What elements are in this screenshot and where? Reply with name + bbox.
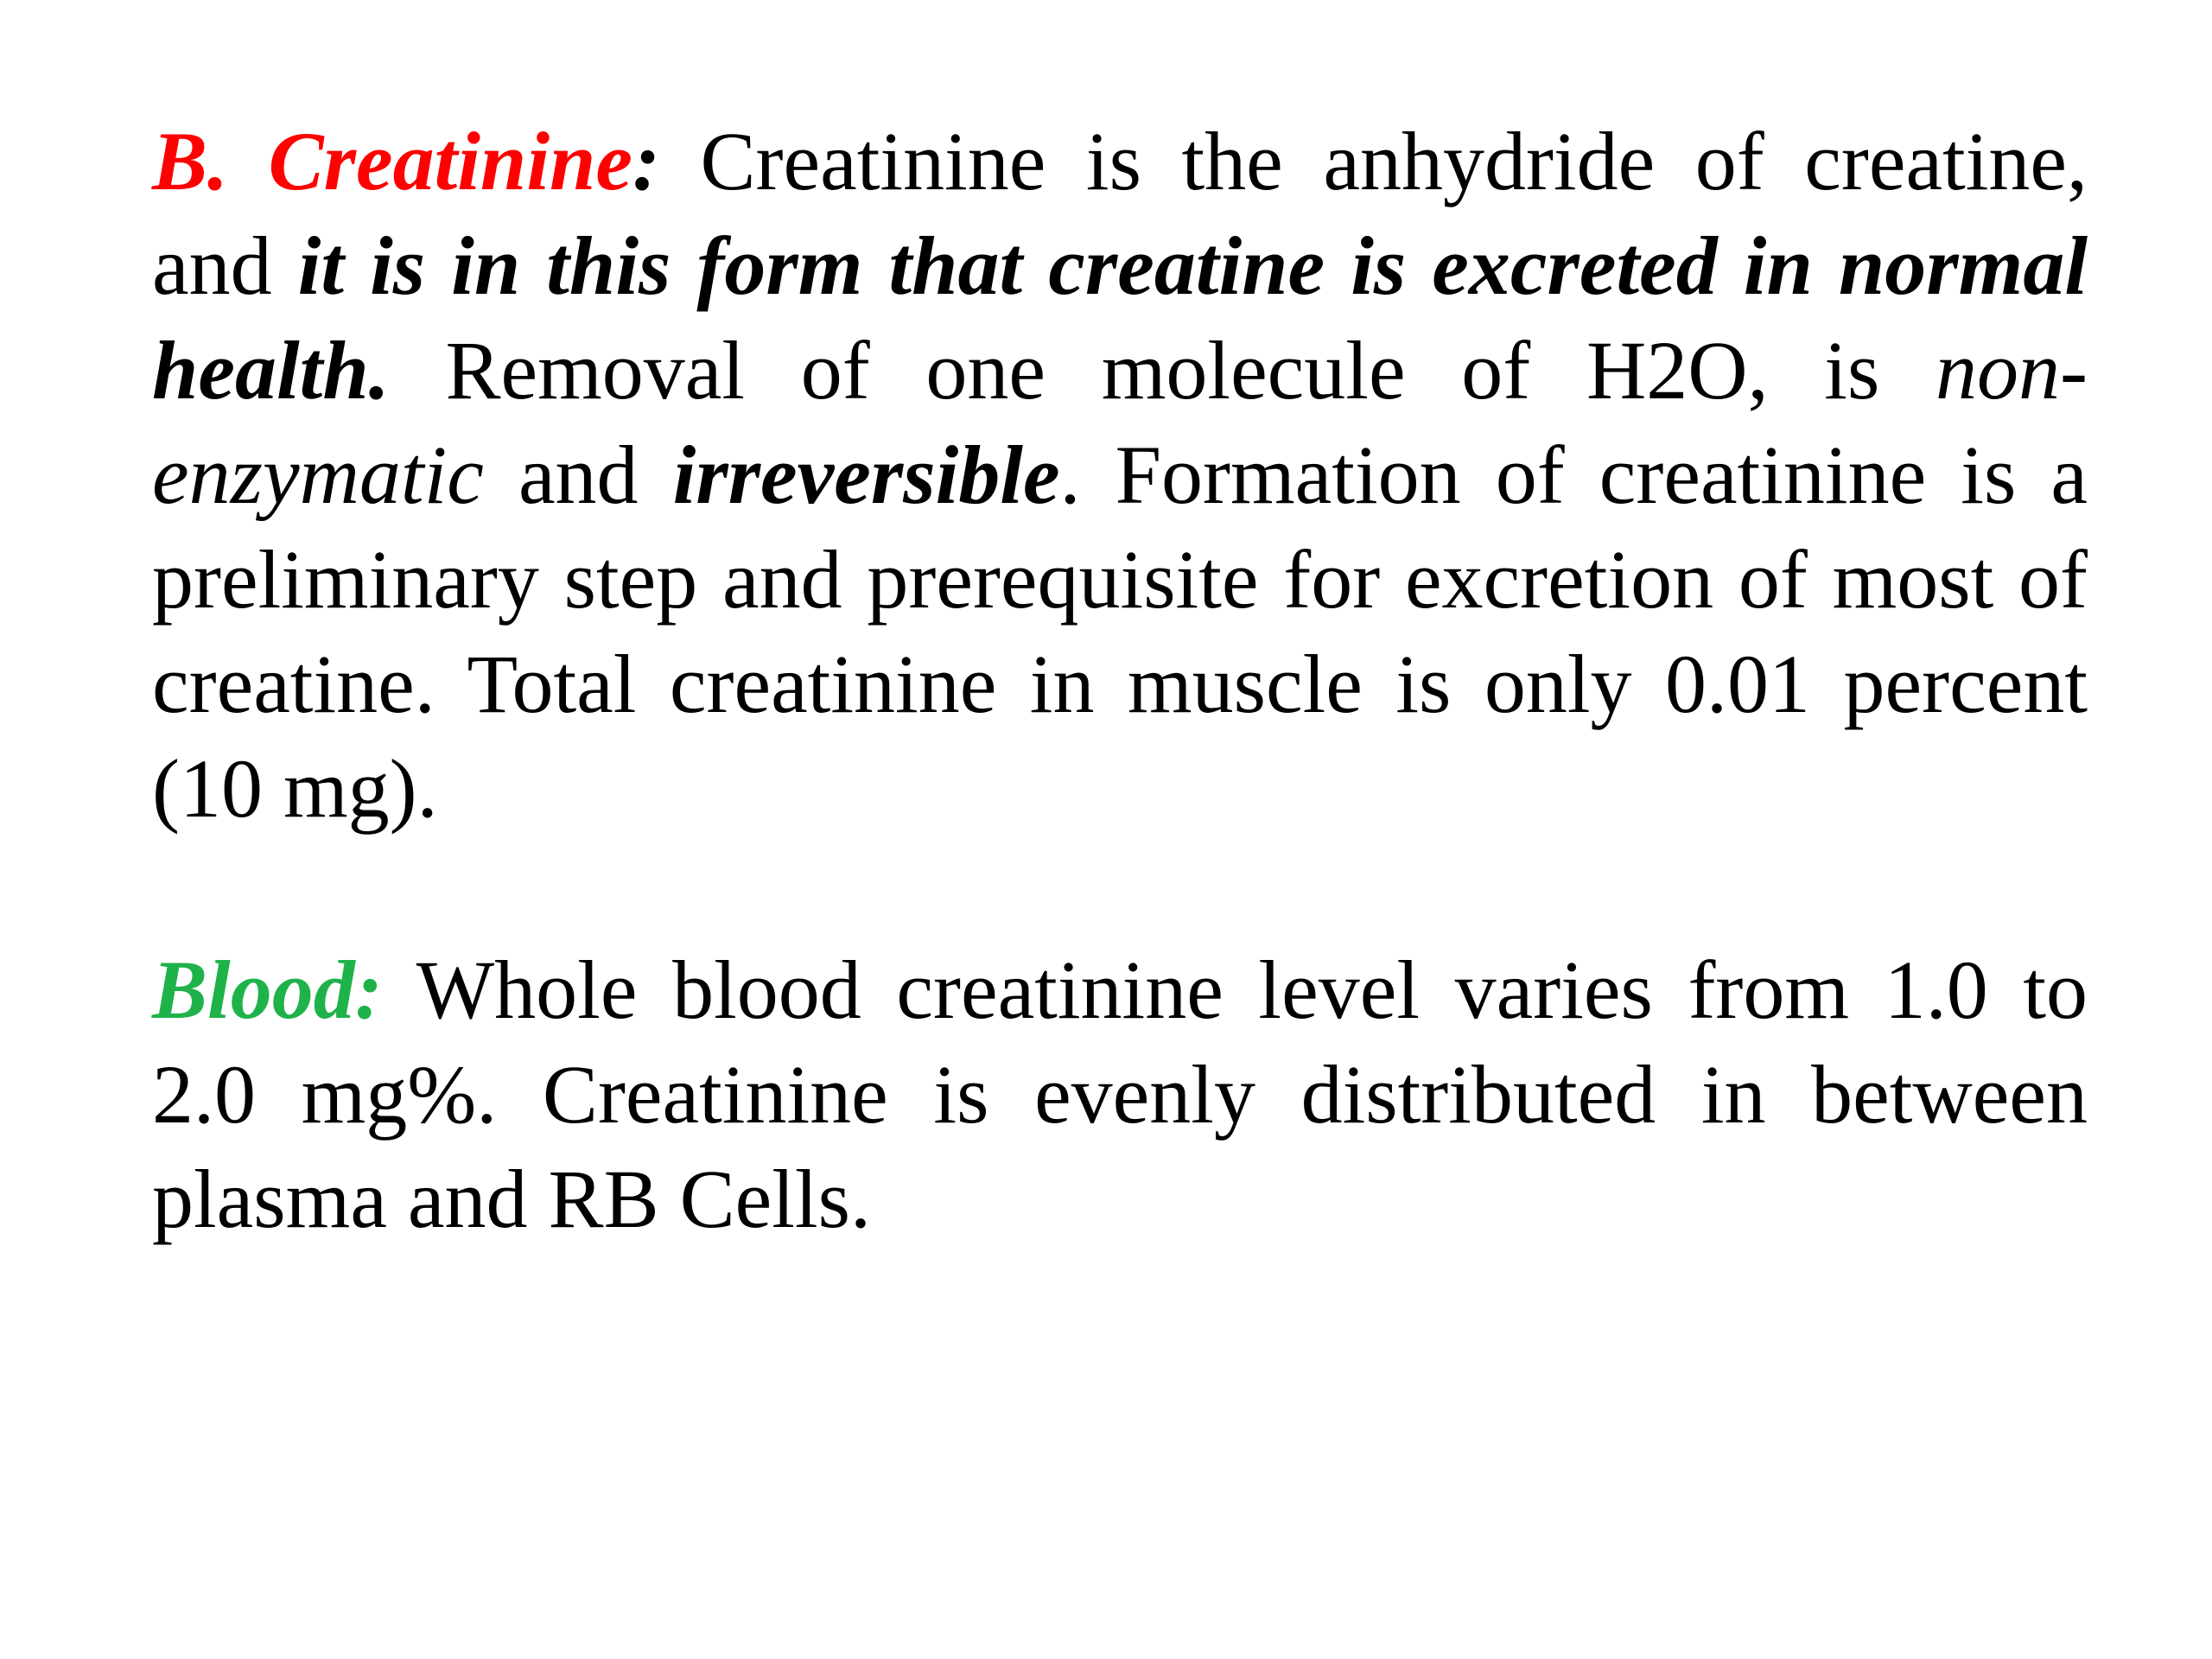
creatinine-paragraph bbox=[152, 109, 2088, 841]
creatinine-italic-1: non-enzymatic bbox=[152, 324, 2088, 521]
blood-text: Whole blood creatinine level varies from 1.0 to 2.0 mg%. Creatinine is evenly distributed in between plasma and RB Cells. bbox=[152, 944, 2088, 1245]
creatinine-emphasis-1: it is in this form that creatine is excreted in normal health. bbox=[152, 219, 2088, 416]
creatinine-text-3: and bbox=[483, 429, 673, 521]
blood-heading: Blood: bbox=[152, 944, 383, 1036]
creatinine-heading-colon: : bbox=[632, 115, 660, 207]
creatinine-heading: B. Creatinine bbox=[152, 115, 632, 207]
creatinine-text-1: Creatinine is the anhydride of creatine, and bbox=[152, 115, 2088, 312]
creatinine-emphasis-2: irreversible bbox=[672, 429, 1060, 521]
creatinine-text-2: Removal of one molecule of H2O, is bbox=[389, 324, 1936, 416]
blood-paragraph bbox=[152, 938, 2088, 1251]
creatinine-text-4: . Formation of creatinine is a preliminary step and prerequisite for excretion of most of creatine. Total creatinine in muscle is only 0.01 percent (10 mg). bbox=[152, 429, 2088, 835]
